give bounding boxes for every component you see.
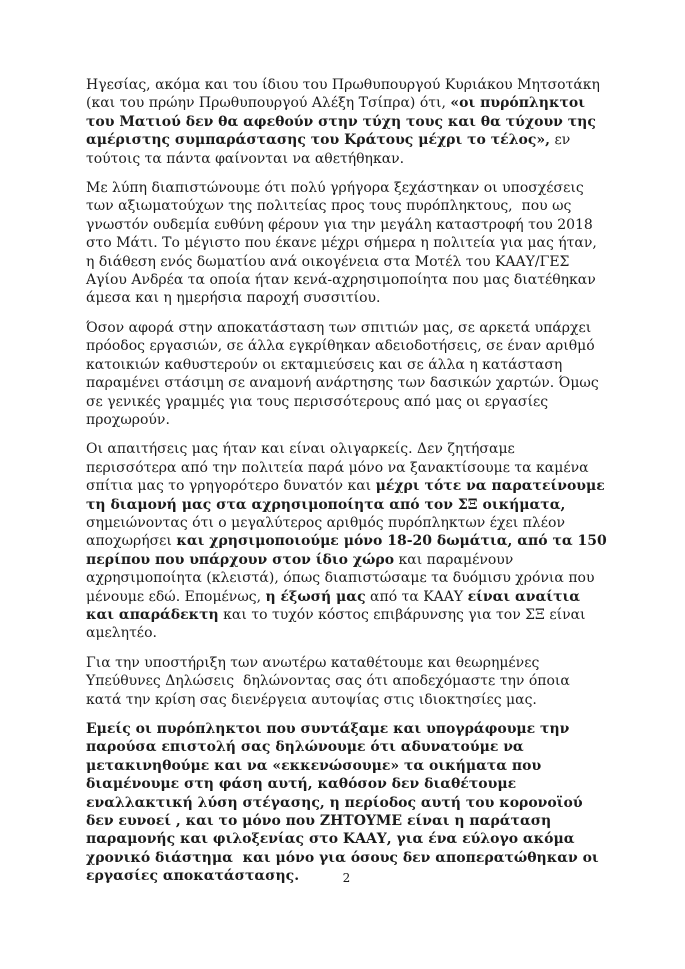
text-segment: Για την υποστήριξη των ανωτέρω καταθέτουμε και θεωρημένες Υπεύθυνες Δηλώσεις δηλώνοντας σας ότι αποδεχόμαστε την όποια κατά την κρίση σας διενέργεια αυτοψίας στις ιδιοκτησίες μας. <box>86 654 575 708</box>
text-segment-bold: είναι αναίτια και απαράδεκτη <box>86 588 585 623</box>
paragraph <box>86 440 612 642</box>
text-segment-bold: η έξωσή μας <box>265 588 366 605</box>
paragraph <box>86 720 607 886</box>
text-segment: Ηγεσίας, ακόμα και του ίδιου του Πρωθυπουργού Κυριάκου Μητσοτάκη (και του πρώην Πρωθυπουργού Αλέξη Τσίπρα) ότι, <box>86 77 605 112</box>
text-segment: και το τυχόν κόστος επιβάρυνσης για τον ΣΞ είναι αμελητέο. <box>86 606 591 642</box>
text-segment-bold: Εμείς οι πυρόπληκτοι που συντάξαμε και υπογράφουμε την παρούσα επιστολή σας δηλώνουμε ότι αδυνατούμε να μετακινηθούμε και να «εκκενώσουμε» τα οικήματα που διαμένουμε στη φάση αυτή, καθόσον δεν διαθέτουμε εναλλακτική λύση στέγασης, η περίοδος αυτή του κορονοϊού δεν ευνοεί , και το μόνο που ΖΗΤΟΥΜΕ είναι η παράταση παραμονής και φιλοξενίας στο ΚΑΑΥ, για ένα εύλογο ακόμα χρονικό διάστημα και μόνο για όσους δεν αποπερατώθηκαν οι εργασίες αποκατάστασης. <box>86 721 604 885</box>
text-segment: εν τούτοις τα πάντα φαίνονται να αθετήθηκαν. <box>86 132 575 167</box>
text-segment: Οι απαιτήσεις μας ήταν και είναι ολιγαρκείς. Δεν ζητήσαμε περισσότερα από την πολιτεία παρά μόνο να ξανακτίσουμε τα καμένα σπίτια μας το γρηγορότερο δυνατόν και <box>86 441 594 495</box>
page-footer <box>86 867 607 886</box>
document-body <box>86 76 612 897</box>
text-segment-bold: μέχρι τότε να παρατείνουμε τη διαμονή μας στα αχρησιμοποίητα από τον ΣΞ οικήματα, <box>86 478 610 513</box>
paragraph <box>86 319 607 429</box>
text-segment: και παραμένουν αχρησιμοποίητα (κλειστά), όπως διαπιστώσαμε τα δυόμισυ χρόνια που μένουμε εδώ. Επομένως, <box>86 551 599 605</box>
paragraph <box>86 179 607 308</box>
text-segment: σημειώνοντας ότι ο μεγαλύτερος αριθμός πυρόπληκτων έχει πλέον αποχωρήσει <box>86 496 570 550</box>
text-segment: Με λύπη διαπιστώνουμε ότι πολύ γρήγορα ξεχάστηκαν οι υποσχέσεις των αξιωματούχων της πολιτείας προς τους πυρόπληκτους, που ως γνωστόν ουδεμία ευθύνη φέρουν για την μεγάλη καταστροφή του 2018 στο Μάτι. Το μέγιστο που έκανε μέχρι σήμερα η πολιτεία για μας ήταν, η διάθεση ενός δωματίου ανά οικογένεια στα Μοτέλ του ΚΑΑΥ/ΓΕΣ Αγίου Ανδρέα τα οποία ήταν κενά-αχρησιμοποίητα που μας διατέθηκαν άμεσα και η ημερήσια παροχή συσσιτίου. <box>86 180 602 307</box>
paragraph <box>86 76 607 168</box>
page-number: 2 <box>342 871 351 885</box>
text-segment-bold: «οι πυρόπληκτοι του Ματιού δεν θα αφεθούν στην τύχη τους και θα τύχουν της αμέριστης συμπαράστασης του Κράτους μέχρι το τέλος», <box>86 95 601 149</box>
text-segment: από τα ΚΑΑΥ <box>365 588 468 605</box>
paragraph <box>86 654 607 709</box>
text-segment: Όσον αφορά στην αποκατάσταση των σπιτιών μας, σε αρκετά υπάρχει πρόοδος εργασιών, σε άλλα εγκρίθηκαν αδειοδοτήσεις, σε έναν αριθμό κατοικιών καθυστερούν οι εκταμιεύσεις και σε άλλα η κατάσταση παραμένει στάσιμη σε αναμονή ανάρτησης των δασικών χαρτών. Όμως σε γενικές γραμμές για τους περισσότερους από μας οι εργασίες προχωρούν. <box>86 319 604 428</box>
text-segment-bold: και χρησιμοποιούμε μόνο 18-20 δωμάτια, από τα 150 περίπου που υπάρχουν στον ίδιο χώρο <box>86 533 612 568</box>
